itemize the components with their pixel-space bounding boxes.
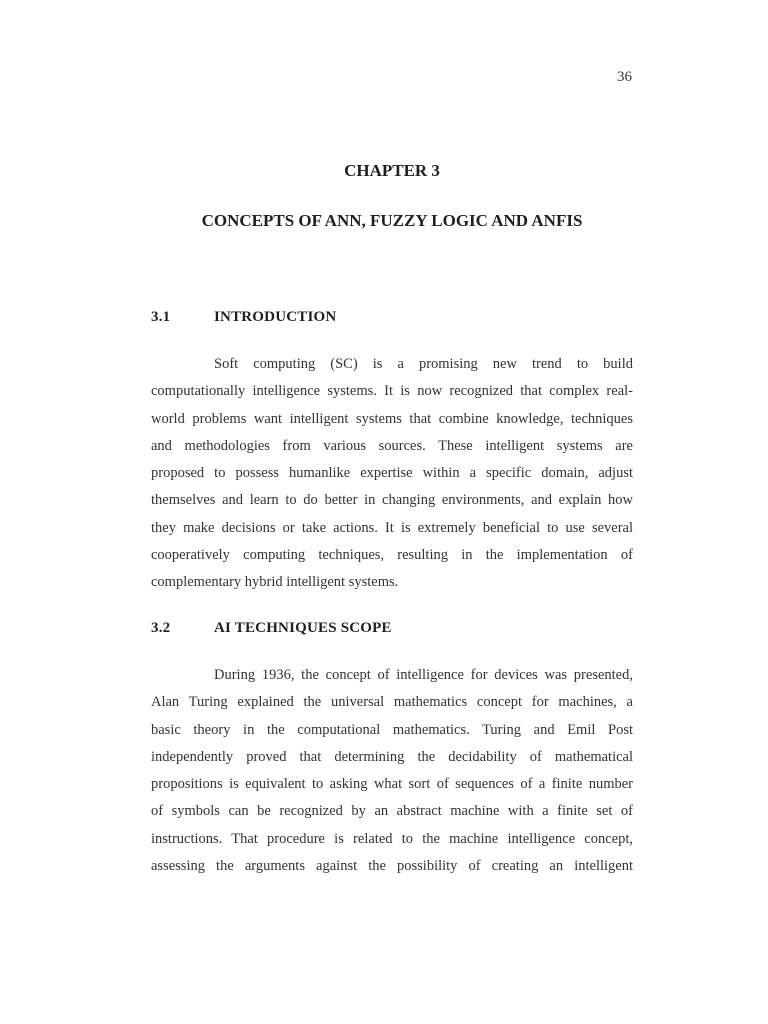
paragraph-line: they make decisions or take actions. It is extremely beneficial to use several — [151, 519, 633, 536]
chapter-title: CONCEPTS OF ANN, FUZZY LOGIC AND ANFIS — [201, 211, 583, 230]
paragraph-line: proposed to possess humanlike expertise within a specific domain, adjust — [151, 465, 633, 482]
paragraph-line: complementary hybrid intelligent systems. — [151, 574, 399, 591]
paragraph-line: Alan Turing explained the universal mathematics concept for machines, a — [151, 694, 633, 711]
paragraph-line: instructions. That procedure is related to the machine intelligence concept, — [151, 830, 633, 847]
chapter-label: CHAPTER 3 — [344, 161, 440, 180]
paragraph-line: cooperatively computing techniques, resulting in the implementation of — [151, 547, 633, 564]
paragraph-line: propositions is equivalent to asking what sort of sequences of a finite number — [151, 776, 633, 793]
ai-techniques-paragraph — [151, 662, 633, 880]
paragraph-line: of symbols can be recognized by an abstract machine with a finite set of — [151, 803, 633, 820]
page-number: 36 — [617, 69, 632, 85]
paragraph-line: assessing the arguments against the possibility of creating an intelligent — [151, 858, 633, 875]
paragraph-line: independently proved that determining the decidability of mathematical — [151, 748, 633, 765]
paragraph-line: world problems want intelligent systems that combine knowledge, techniques — [151, 410, 633, 427]
paragraph-line: themselves and learn to do better in changing environments, and explain how — [151, 492, 633, 509]
paragraph-line: and methodologies from various sources. These intelligent systems are — [151, 437, 633, 454]
paragraph-line: During 1936, the concept of intelligence for devices was presented, — [214, 667, 633, 683]
section-title: AI TECHNIQUES SCOPE — [214, 620, 392, 636]
paragraph-line: Soft computing (SC) is a promising new trend to build — [214, 356, 633, 372]
section-heading-introduction — [151, 309, 336, 326]
section-title: INTRODUCTION — [214, 309, 337, 325]
paragraph-line: computationally intelligence systems. It is now recognized that complex real- — [151, 383, 633, 400]
section-number: 3.2 — [151, 620, 171, 636]
introduction-paragraph — [151, 351, 633, 597]
section-number: 3.1 — [151, 309, 171, 325]
section-heading-ai-techniques-scope — [151, 620, 392, 637]
paragraph-line: basic theory in the computational mathematics. Turing and Emil Post — [151, 721, 633, 738]
